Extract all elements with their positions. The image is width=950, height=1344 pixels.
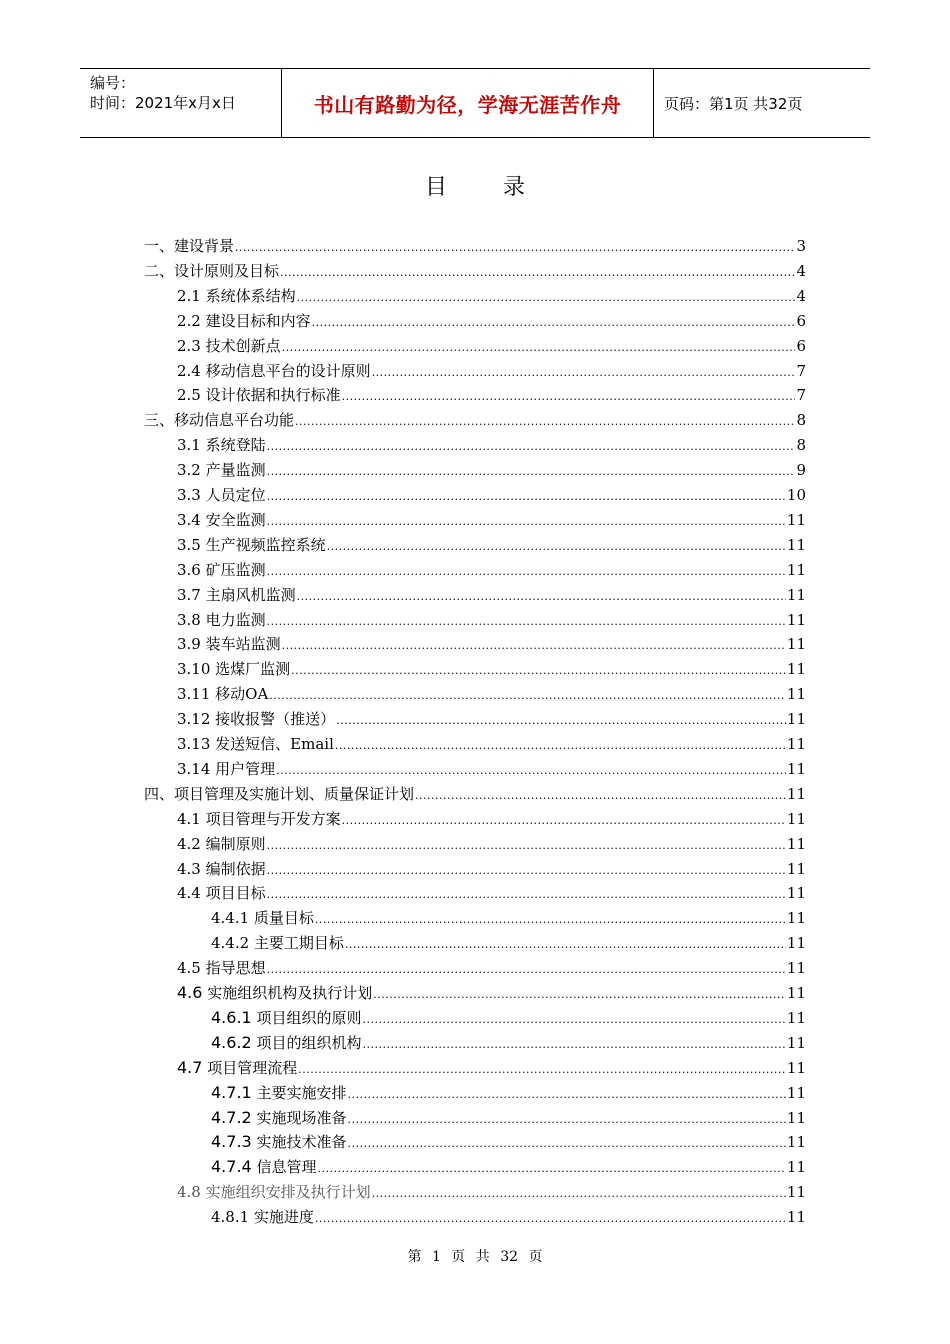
toc-entry[interactable] xyxy=(177,707,806,731)
toc-leader-dots xyxy=(267,883,786,907)
toc-entry-page: 6 xyxy=(796,337,806,355)
toc-entry[interactable] xyxy=(177,632,806,656)
toc-entry-page: 11 xyxy=(786,1084,806,1102)
toc-entry-label: 4.2 编制原则 xyxy=(177,835,266,853)
page-footer: 第 1 页 共 32 页 xyxy=(407,1249,543,1265)
toc-entry-page: 11 xyxy=(786,1133,806,1151)
toc-entry-label: 4.7 项目管理流程 xyxy=(177,1058,298,1077)
toc-leader-dots xyxy=(327,535,786,559)
toc-entry-label: 4.5 指导思想 xyxy=(177,959,266,977)
toc-leader-dots xyxy=(267,560,786,584)
toc-entry-label: 3.1 系统登陆 xyxy=(177,436,266,454)
toc-entry-page: 11 xyxy=(786,959,806,977)
toc-entry[interactable] xyxy=(211,1130,806,1154)
toc-entry-label: 4.8.1 实施进度 xyxy=(211,1208,314,1226)
toc-entry-label: 3.2 产量监测 xyxy=(177,461,266,479)
toc-entry[interactable] xyxy=(211,1106,806,1130)
toc-leader-dots xyxy=(348,1132,786,1156)
toc-entry-label: 四、项目管理及实施计划、质量保证计划 xyxy=(144,785,415,803)
toc-entry[interactable] xyxy=(211,906,806,930)
toc-entry-page: 11 xyxy=(786,984,806,1002)
toc-entry-label: 4.4.1 质量目标 xyxy=(211,909,314,927)
toc-leader-dots xyxy=(267,610,786,634)
toc-leader-dots xyxy=(267,834,786,858)
toc-entry-page: 11 xyxy=(786,536,806,554)
toc-title: 目录 xyxy=(424,175,581,200)
toc-entry[interactable] xyxy=(177,657,806,681)
toc-entry-page: 11 xyxy=(786,810,806,828)
toc-entry[interactable] xyxy=(211,1205,806,1229)
toc-leader-dots xyxy=(336,709,786,733)
toc-leader-dots xyxy=(315,1207,786,1231)
toc-leader-dots xyxy=(415,784,786,808)
toc-leader-dots xyxy=(363,1008,786,1032)
toc-entry-label: 4.1 项目管理与开发方案 xyxy=(177,810,341,828)
toc-leader-dots xyxy=(372,361,796,385)
toc-entry-label: 3.8 电力监测 xyxy=(177,611,266,629)
toc-entry-label: 3.12 接收报警（推送） xyxy=(177,710,336,728)
toc-entry[interactable] xyxy=(177,757,806,781)
toc-entry-page: 11 xyxy=(786,710,806,728)
toc-entry-page: 11 xyxy=(786,1059,806,1077)
toc-entry[interactable] xyxy=(177,956,806,980)
toc-entry-label: 4.7.1 主要实施安排 xyxy=(211,1083,347,1102)
toc-leader-dots xyxy=(235,236,795,260)
toc-entry-label: 4.8 实施组织安排及执行计划 xyxy=(177,1183,371,1201)
toc-leader-dots xyxy=(276,759,786,783)
toc-leader-dots xyxy=(291,659,786,683)
toc-entry-label: 4.6 实施组织机构及执行计划 xyxy=(177,983,373,1002)
toc-entry-page: 7 xyxy=(796,362,806,380)
toc-entry[interactable] xyxy=(177,558,806,582)
toc-entry-label: 3.6 矿压监测 xyxy=(177,561,266,579)
toc-leader-dots xyxy=(267,435,796,459)
toc-entry[interactable] xyxy=(177,732,806,756)
toc-entry[interactable] xyxy=(144,259,806,283)
toc-entry-page: 11 xyxy=(786,1208,806,1226)
toc-leader-dots xyxy=(267,460,796,484)
toc-entry-page: 11 xyxy=(786,934,806,952)
toc-entry-page: 11 xyxy=(786,1158,806,1176)
toc-leader-dots xyxy=(345,933,786,957)
header-number-label: 编号： xyxy=(90,74,136,92)
toc-leader-dots xyxy=(295,410,795,434)
toc-entry-page: 11 xyxy=(786,685,806,703)
toc-entry[interactable] xyxy=(211,1031,806,1055)
toc-leader-dots xyxy=(297,585,786,609)
document-header xyxy=(80,68,870,138)
toc-entry-label: 4.3 编制依据 xyxy=(177,860,266,878)
toc-leader-dots xyxy=(372,1182,786,1206)
header-date-label: 时间：2021年x月x日 xyxy=(90,94,236,112)
toc-entry-page: 6 xyxy=(796,312,806,330)
toc-entry-label: 4.6.2 项目的组织机构 xyxy=(211,1033,362,1052)
toc-entry[interactable] xyxy=(177,1056,806,1080)
toc-entry-label: 4.4.2 主要工期目标 xyxy=(211,934,344,952)
toc-leader-dots xyxy=(312,311,796,335)
toc-entry[interactable] xyxy=(211,1006,806,1030)
toc-leader-dots xyxy=(298,1058,786,1082)
toc-entry-page: 11 xyxy=(786,1009,806,1027)
toc-entry[interactable] xyxy=(177,608,806,632)
toc-entry-page: 11 xyxy=(786,511,806,529)
toc-leader-dots xyxy=(348,1108,786,1132)
toc-entry[interactable] xyxy=(177,1180,806,1204)
toc-leader-dots xyxy=(297,286,796,310)
toc-entry-label: 3.11 移动OA xyxy=(177,685,269,703)
toc-leader-dots xyxy=(280,261,795,285)
toc-entry-page: 11 xyxy=(786,1034,806,1052)
toc-entry[interactable] xyxy=(177,533,806,557)
toc-entry[interactable] xyxy=(177,483,806,507)
toc-entry[interactable] xyxy=(177,334,806,358)
toc-entry-page: 11 xyxy=(786,586,806,604)
toc-entry-page: 4 xyxy=(796,287,806,305)
toc-entry-page: 8 xyxy=(796,436,806,454)
toc-leader-dots xyxy=(342,809,786,833)
toc-leader-dots xyxy=(267,958,786,982)
toc-entry[interactable] xyxy=(177,807,806,831)
toc-entry-page: 9 xyxy=(796,461,806,479)
toc-entry-page: 11 xyxy=(786,909,806,927)
toc-entry-label: 3.13 发送短信、Email xyxy=(177,735,334,753)
toc-entry-page: 11 xyxy=(786,860,806,878)
toc-entry-label: 2.5 设计依据和执行标准 xyxy=(177,386,341,404)
toc-entry-page: 8 xyxy=(796,411,806,429)
toc-entry-label: 二、设计原则及目标 xyxy=(144,262,280,280)
toc-entry[interactable] xyxy=(177,458,806,482)
toc-entry-label: 4.4 项目目标 xyxy=(177,884,266,902)
header-meta xyxy=(80,69,282,137)
toc-leader-dots xyxy=(318,1157,786,1181)
toc-entry[interactable] xyxy=(211,1155,806,1179)
toc-leader-dots xyxy=(348,1083,786,1107)
toc-leader-dots xyxy=(335,734,786,758)
toc-entry-label: 3.5 生产视频监控系统 xyxy=(177,536,326,554)
toc-entry-page: 11 xyxy=(786,735,806,753)
toc-entry[interactable] xyxy=(177,309,806,333)
toc-entry-label: 2.4 移动信息平台的设计原则 xyxy=(177,362,371,380)
toc-entry-label: 3.3 人员定位 xyxy=(177,486,266,504)
toc-entry[interactable] xyxy=(177,433,806,457)
toc-entry[interactable] xyxy=(177,881,806,905)
toc-entry[interactable] xyxy=(177,832,806,856)
toc-entry-label: 2.2 建设目标和内容 xyxy=(177,312,311,330)
toc-entry[interactable] xyxy=(177,359,806,383)
toc-entry-label: 4.7.3 实施技术准备 xyxy=(211,1132,347,1151)
toc-entry-page: 11 xyxy=(786,1109,806,1127)
toc-entry[interactable] xyxy=(177,383,806,407)
toc-leader-dots xyxy=(267,485,786,509)
toc-entry[interactable] xyxy=(144,408,806,432)
toc-entry[interactable] xyxy=(177,583,806,607)
toc-entry-label: 一、建设背景 xyxy=(144,237,235,255)
toc-entry-page: 4 xyxy=(796,262,806,280)
toc-entry[interactable] xyxy=(177,857,806,881)
toc-entry[interactable] xyxy=(211,931,806,955)
toc-leader-dots xyxy=(269,684,786,708)
toc-entry-page: 10 xyxy=(786,486,806,504)
toc-entry-page: 7 xyxy=(796,386,806,404)
toc-entry-label: 3.9 装车站监测 xyxy=(177,635,281,653)
toc-entry-page: 11 xyxy=(786,635,806,653)
toc-entry-label: 2.3 技术创新点 xyxy=(177,337,281,355)
toc-entry-label: 2.1 系统体系结构 xyxy=(177,287,296,305)
toc-entry-page: 11 xyxy=(786,884,806,902)
toc-leader-dots xyxy=(282,336,796,360)
toc-entry-page: 11 xyxy=(786,785,806,803)
header-motto: 书山有路勤为径，学海无涯苦作舟 xyxy=(282,69,654,137)
toc-entry-page: 11 xyxy=(786,611,806,629)
toc-entry[interactable] xyxy=(144,782,806,806)
toc-entry[interactable] xyxy=(211,1081,806,1105)
toc-leader-dots xyxy=(373,983,786,1007)
toc-entry-page: 11 xyxy=(786,835,806,853)
toc-entry-label: 4.6.1 项目组织的原则 xyxy=(211,1008,362,1027)
toc-leader-dots xyxy=(282,634,786,658)
toc-entry-label: 3.7 主扇风机监测 xyxy=(177,586,296,604)
toc-leader-dots xyxy=(363,1033,786,1057)
toc-entry[interactable] xyxy=(177,284,806,308)
toc-leader-dots xyxy=(267,859,786,883)
header-page-info: 页码：第1页 共32页 xyxy=(664,94,803,113)
toc-leader-dots xyxy=(267,510,786,534)
toc-entry-page: 11 xyxy=(786,660,806,678)
toc-entry[interactable] xyxy=(177,682,806,706)
toc-entry-label: 4.7.4 信息管理 xyxy=(211,1157,317,1176)
toc-entry-label: 三、移动信息平台功能 xyxy=(144,411,295,429)
toc-entry-page: 11 xyxy=(786,1183,806,1201)
toc-entry-page: 3 xyxy=(796,237,806,255)
toc-entry-page: 11 xyxy=(786,760,806,778)
toc-entry[interactable] xyxy=(177,981,806,1005)
toc-entry[interactable] xyxy=(144,234,806,258)
toc-entry[interactable] xyxy=(177,508,806,532)
toc-entry-label: 4.7.2 实施现场准备 xyxy=(211,1108,347,1127)
toc-leader-dots xyxy=(315,908,786,932)
toc-entry-label: 3.4 安全监测 xyxy=(177,511,266,529)
toc-entry-label: 3.10 选煤厂监测 xyxy=(177,660,291,678)
toc-entry-page: 11 xyxy=(786,561,806,579)
toc-entry-label: 3.14 用户管理 xyxy=(177,760,276,778)
toc-leader-dots xyxy=(342,385,796,409)
